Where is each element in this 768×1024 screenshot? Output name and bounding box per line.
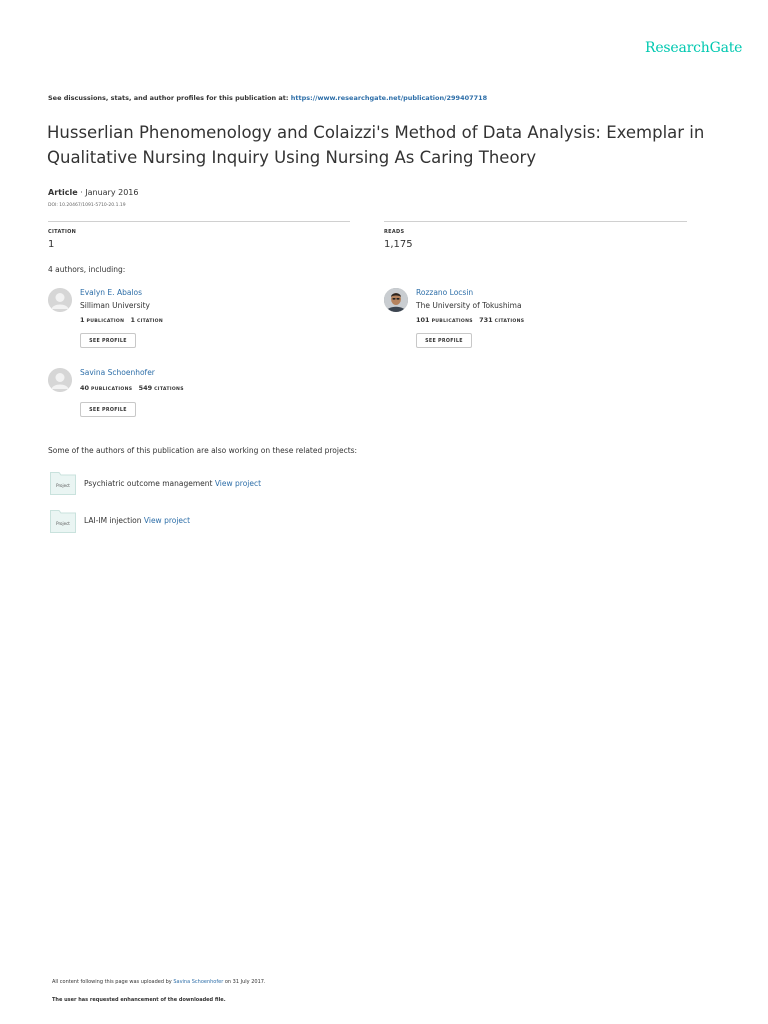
- authors-heading: 4 authors, including:: [48, 265, 126, 274]
- publication-count: 1: [80, 316, 85, 324]
- profile-photo[interactable]: [384, 288, 408, 312]
- disclaimer-text: See discussions, stats, and author profiles for this publication at:: [48, 94, 291, 102]
- publication-count: 40: [80, 384, 90, 392]
- author-affiliation: The University of Tokushima: [416, 301, 522, 310]
- reads-count: 1,175: [384, 239, 413, 250]
- citation-count: 549: [138, 384, 153, 392]
- author-name[interactable]: Evalyn E. Abalos: [80, 288, 143, 297]
- uploader-link[interactable]: Savina Schoenhofer: [173, 979, 224, 985]
- upload-note-suffix: on 31 July 2017.: [223, 979, 266, 985]
- citation-count: 1: [48, 239, 55, 250]
- default-avatar-icon[interactable]: [48, 288, 72, 312]
- author-name[interactable]: Rozzano Locsin: [416, 288, 474, 297]
- publication-label: PUBLICATION: [86, 319, 125, 324]
- divider-right: [384, 221, 687, 222]
- enhancement-note: The user has requested enhancement of the downloaded file.: [52, 997, 226, 1003]
- author-stats: [80, 316, 163, 324]
- citation-count: 731: [479, 316, 493, 324]
- project-item: [84, 479, 261, 488]
- upload-note-prefix: All content following this page was uploaded by: [52, 979, 174, 985]
- see-profile-button[interactable]: SEE PROFILE: [80, 402, 136, 417]
- publication-link[interactable]: https://www.researchgate.net/publication/299407718: [290, 94, 488, 102]
- reads-label: READS: [384, 229, 405, 235]
- article-date: · January 2016: [77, 188, 139, 197]
- article-meta: [48, 188, 138, 197]
- project-folder-icon: [50, 509, 76, 533]
- projects-heading: Some of the authors of this publication are also working on these related projects:: [48, 446, 358, 455]
- view-project-link[interactable]: View project: [143, 516, 191, 525]
- project-name: Psychiatric outcome management: [84, 479, 213, 488]
- see-profile-button[interactable]: SEE PROFILE: [80, 333, 136, 348]
- project-item: [84, 516, 190, 525]
- author-affiliation: Silliman University: [80, 301, 150, 310]
- article-title: Husserlian Phenomenology and Colaizzi's Method of Data Analysis: Exemplar in Qualitative Nursing Inquiry Using Nursing As Caring Theory: [47, 123, 705, 167]
- citation-count: 1: [130, 316, 135, 324]
- citation-label: CITATIONS: [154, 387, 184, 392]
- see-profile-button[interactable]: SEE PROFILE: [416, 333, 472, 348]
- publication-label: PUBLICATIONS: [431, 319, 473, 324]
- citation-label: CITATION: [48, 229, 77, 235]
- project-icon-label: Project: [56, 521, 70, 526]
- divider-left: [48, 221, 350, 222]
- author-name[interactable]: Savina Schoenhofer: [80, 368, 155, 377]
- article-doi: DOI: 10.20467/1091-5710-20.1.19: [48, 203, 126, 208]
- article-type: Article: [48, 188, 78, 197]
- upload-note: [52, 979, 266, 985]
- researchgate-logo[interactable]: ResearchGate: [645, 40, 743, 56]
- publication-count: 101: [416, 316, 430, 324]
- author-stats: [416, 316, 524, 324]
- project-icon-label: Project: [56, 483, 70, 488]
- citation-label: CITATIONS: [494, 319, 525, 324]
- author-stats: [80, 384, 184, 392]
- publication-label: PUBLICATIONS: [91, 387, 133, 392]
- project-name: LAI-IM injection: [84, 516, 142, 525]
- citation-label: CITATION: [136, 319, 164, 324]
- project-folder-icon: [50, 471, 76, 495]
- disclaimer: [48, 94, 487, 102]
- view-project-link[interactable]: View project: [214, 479, 262, 488]
- default-avatar-icon[interactable]: [48, 368, 72, 392]
